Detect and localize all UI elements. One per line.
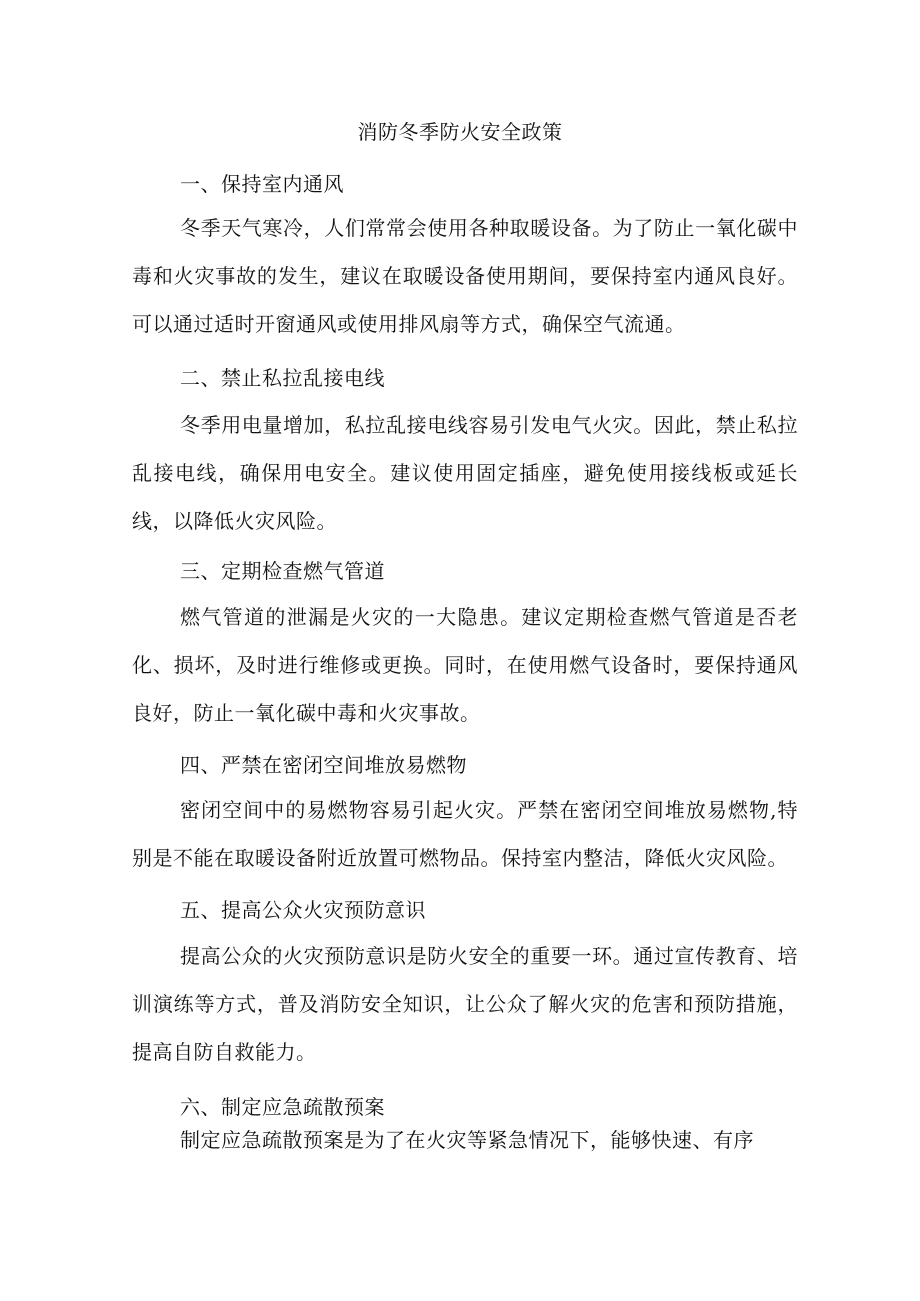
section-heading-3: 三、定期检查燃气管道: [180, 559, 385, 583]
section-body-6: 制定应急疏散预案是为了在火灾等紧急情况下，能够快速、有序: [180, 1128, 754, 1152]
section-heading-2: 二、禁止私拉乱接电线: [180, 366, 385, 390]
section-heading-5: 五、提高公众火灾预防意识: [180, 898, 426, 922]
section-body-3: 燃气管道的泄漏是火灾的一大隐患。建议定期检查燃气管道是否老化、损坏，及时进行维修或更换。同时，在使用燃气设备时，要保持通风良好，防止一氧化碳中毒和火灾事故。: [132, 605, 798, 725]
section-body-1: 冬季天气寒冷，人们常常会使用各种取暖设备。为了防止一氧化碳中毒和火灾事故的发生，建议在取暖设备使用期间，要保持室内通风良好。可以通过适时开窗通风或使用排风扇等方式，确保空气流通。: [132, 216, 798, 336]
document-title: 消防冬季防火安全政策: [357, 120, 563, 144]
section-heading-6: 六、制定应急疏散预案: [180, 1095, 385, 1119]
section-heading-4: 四、严禁在密闭空间堆放易燃物: [180, 753, 467, 777]
section-body-5: 提高公众的火灾预防意识是防火安全的重要一环。通过宣传教育、培训演练等方式，普及消防安全知识，让公众了解火灾的危害和预防措施，提高自防自救能力。: [132, 944, 798, 1064]
section-heading-1: 一、保持室内通风: [180, 172, 344, 196]
section-body-4: 密闭空间中的易燃物容易引起火灾。严禁在密闭空间堆放易燃物,特别是不能在取暖设备附近放置可燃物品。保持室内整洁，降低火灾风险。: [132, 798, 798, 870]
section-body-2: 冬季用电量增加，私拉乱接电线容易引发电气火灾。因此，禁止私拉乱接电线，确保用电安全。建议使用固定插座，避免使用接线板或延长线，以降低火灾风险。: [132, 413, 798, 533]
